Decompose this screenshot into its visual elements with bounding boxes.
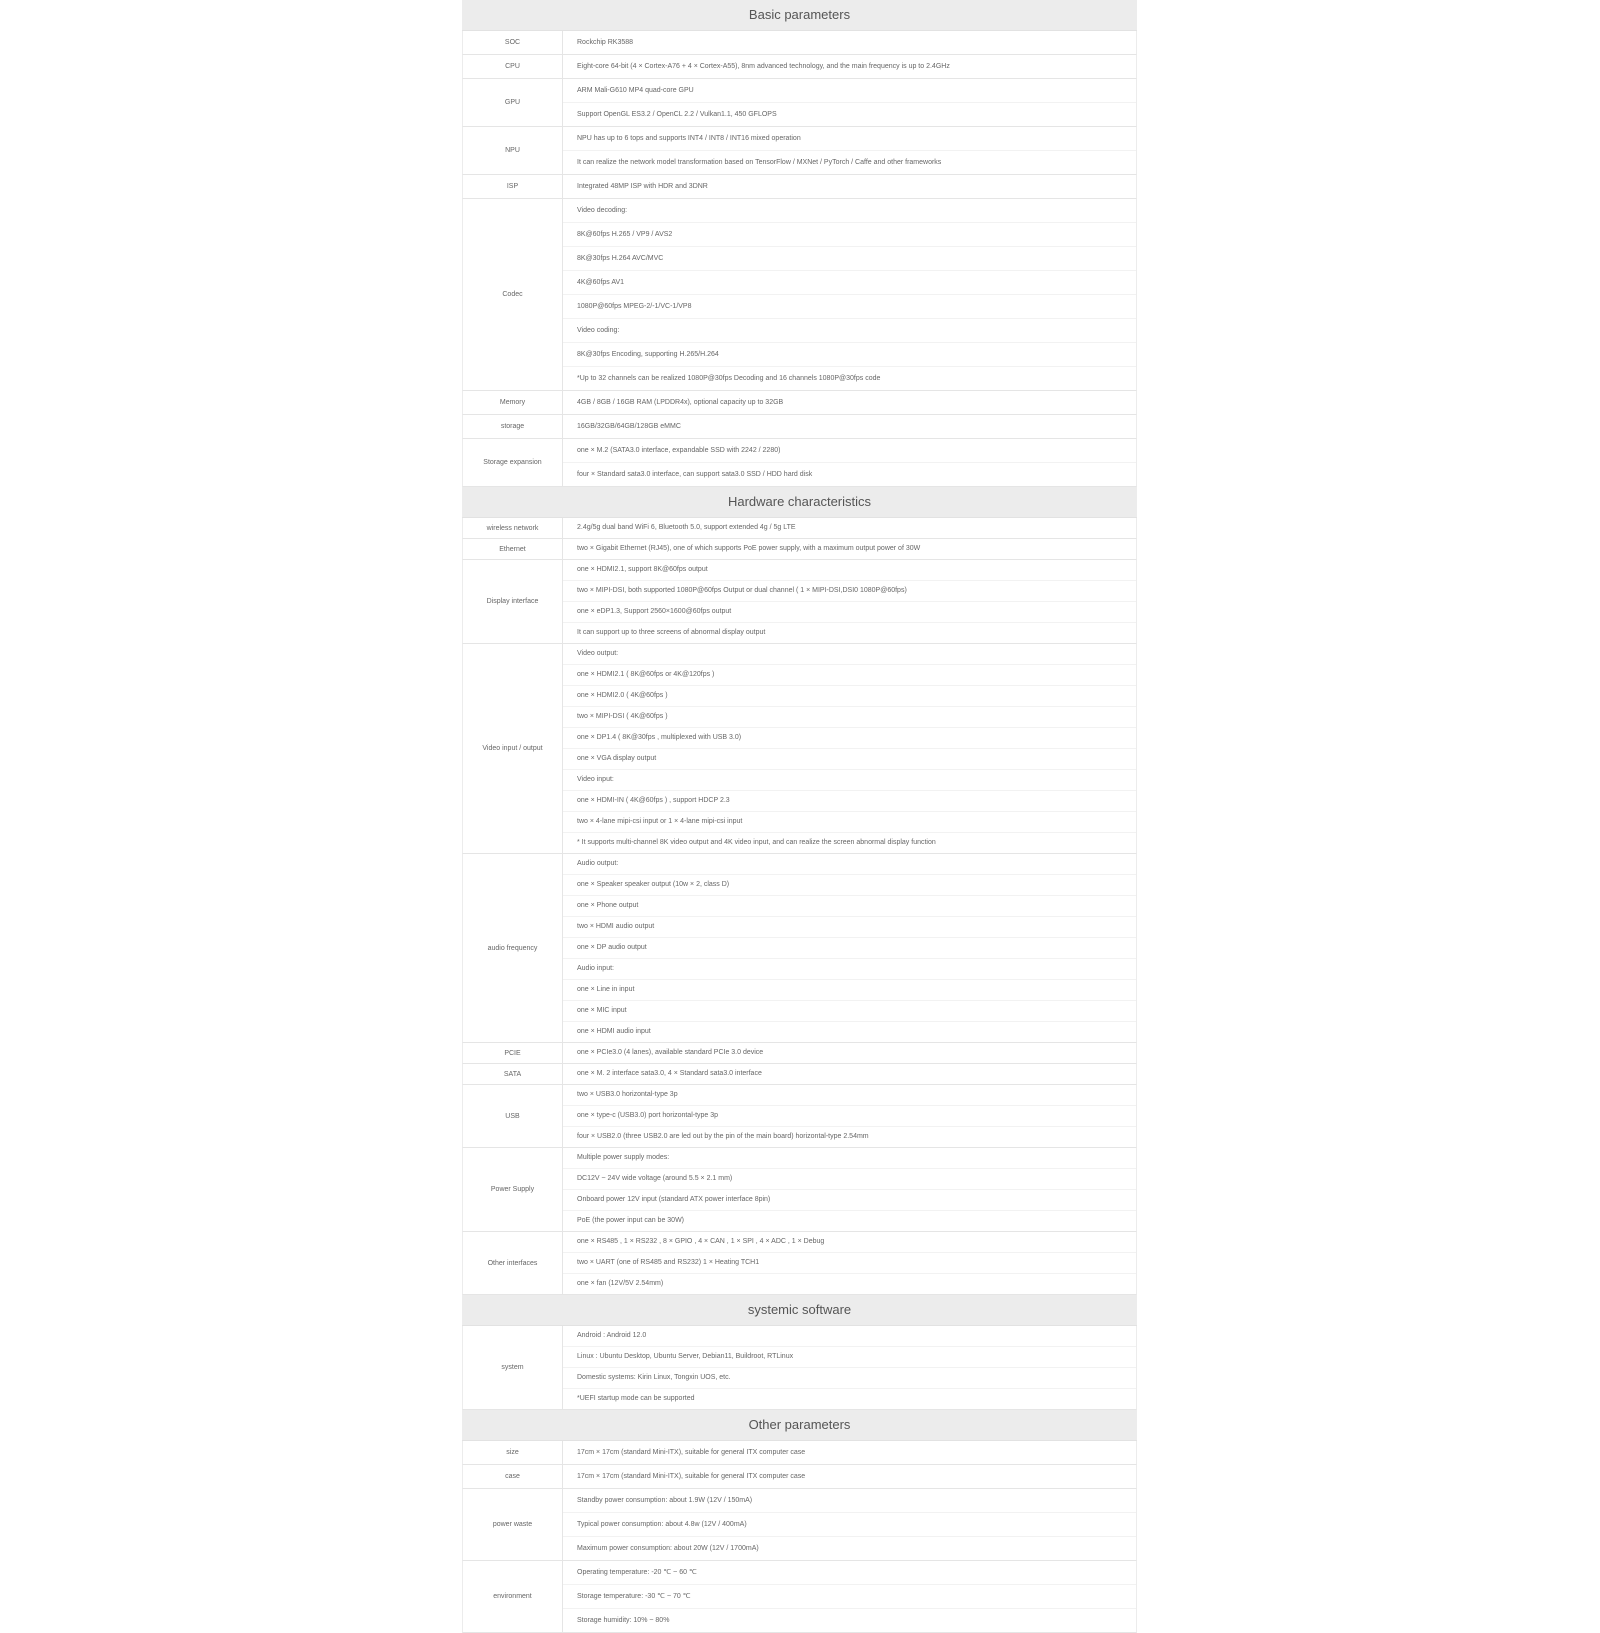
spec-values <box>563 1064 1136 1084</box>
spec-value-line: Linux : Ubuntu Desktop, Ubuntu Server, Debian11, Buildroot, RTLinux <box>563 1347 1136 1368</box>
spec-value-line: one × HDMI2.1, support 8K@60fps output <box>563 560 1136 581</box>
spec-label: power waste <box>463 1489 563 1560</box>
spec-value-line: Audio input: <box>563 959 1136 980</box>
spec-value-line: Typical power consumption: about 4.8w (12V / 400mA) <box>563 1513 1136 1537</box>
spec-row <box>462 55 1137 79</box>
spec-value-line: ARM Mali-G610 MP4 quad-core GPU <box>563 79 1136 103</box>
spec-row <box>462 854 1137 1043</box>
spec-label: PCIE <box>463 1043 563 1063</box>
spec-value-line: four × USB2.0 (three USB2.0 are led out by the pin of the main board) horizontal-type 2.54mm <box>577 1133 869 1140</box>
spec-value-line: one × VGA display output <box>563 749 1136 770</box>
spec-row <box>462 560 1137 644</box>
spec-values <box>563 415 1136 438</box>
spec-value-line: 2.4g/5g dual band WiFi 6, Bluetooth 5.0, support extended 4g / 5g LTE <box>577 524 796 531</box>
spec-value-line: two × MIPI-DSI, both supported 1080P@60fps Output or dual channel ( 1 × MIPI-DSI,DSI0 1080P@60fps) <box>563 581 1136 602</box>
spec-row <box>462 439 1137 487</box>
spec-value-line: 17cm × 17cm (standard Mini-ITX), suitable for general ITX computer case <box>577 1473 806 1480</box>
spec-value-line: Multiple power supply modes: <box>563 1148 1136 1169</box>
spec-row <box>462 79 1137 127</box>
spec-value-line: 1080P@60fps MPEG-2/-1/VC-1/VP8 <box>563 295 1136 319</box>
spec-label: Memory <box>463 391 563 414</box>
spec-row <box>462 539 1137 560</box>
spec-value-line: 16GB/32GB/64GB/128GB eMMC <box>577 423 681 430</box>
spec-value-line: It can realize the network model transformation based on TensorFlow / MXNet / PyTorch / Caffe and other frameworks <box>577 159 942 166</box>
section-title: Other parameters <box>462 1410 1137 1441</box>
spec-value-line: Domestic systems: Kirin Linux, Tongxin UOS, etc. <box>563 1368 1136 1389</box>
spec-value-line: Eight-core 64-bit (4 × Cortex-A76 + 4 × Cortex-A55), 8nm advanced technology, and the main frequency is up to 2.4GHz <box>577 63 950 70</box>
spec-row <box>462 127 1137 175</box>
spec-row <box>462 1085 1137 1148</box>
spec-row <box>462 1148 1137 1232</box>
spec-value-line: Onboard power 12V input (standard ATX power interface 8pin) <box>563 1190 1136 1211</box>
spec-label: Other interfaces <box>463 1232 563 1294</box>
spec-label: environment <box>463 1561 563 1632</box>
spec-value-line: one × HDMI-IN ( 4K@60fps ) , support HDCP 2.3 <box>563 791 1136 812</box>
spec-label: SATA <box>463 1064 563 1084</box>
spec-value-line: one × M. 2 interface sata3.0, 4 × Standard sata3.0 interface <box>577 1070 762 1077</box>
spec-label: system <box>463 1326 563 1409</box>
spec-label: CPU <box>463 55 563 78</box>
spec-value-line: one × Line in input <box>563 980 1136 1001</box>
spec-label: Video input / output <box>463 644 563 853</box>
spec-value-line: Video input: <box>563 770 1136 791</box>
spec-row <box>462 518 1137 539</box>
spec-label: size <box>463 1441 563 1464</box>
spec-value-line: Support OpenGL ES3.2 / OpenCL 2.2 / Vulkan1.1, 450 GFLOPS <box>577 111 777 118</box>
spec-values <box>563 518 1136 538</box>
spec-row <box>462 391 1137 415</box>
spec-label: Ethernet <box>463 539 563 559</box>
spec-label: Storage expansion <box>463 439 563 486</box>
spec-label: Power Supply <box>463 1148 563 1231</box>
spec-value-line: one × DP1.4 ( 8K@30fps , multiplexed with USB 3.0) <box>563 728 1136 749</box>
spec-value-line: one × HDMI2.1 ( 8K@60fps or 4K@120fps ) <box>563 665 1136 686</box>
spec-row <box>462 1489 1137 1561</box>
spec-label: Display interface <box>463 560 563 643</box>
spec-value-line: two × Gigabit Ethernet (RJ45), one of which supports PoE power supply, with a maximum output power of 30W <box>577 545 921 552</box>
spec-value-line: one × Speaker speaker output (10w × 2, class D) <box>563 875 1136 896</box>
spec-value-line: Android : Android 12.0 <box>563 1326 1136 1347</box>
spec-label: audio frequency <box>463 854 563 1042</box>
spec-row <box>462 31 1137 55</box>
section-title: systemic software <box>462 1295 1137 1326</box>
spec-label: USB <box>463 1085 563 1147</box>
spec-label: wireless network <box>463 518 563 538</box>
spec-value-line: Storage humidity: 10% ~ 80% <box>577 1617 670 1624</box>
spec-value-line: It can support up to three screens of abnormal display output <box>577 629 766 636</box>
spec-value-line: one × fan (12V/5V 2.54mm) <box>577 1280 664 1287</box>
spec-values <box>563 175 1136 198</box>
spec-row <box>462 175 1137 199</box>
spec-table <box>462 0 1137 1633</box>
spec-value-line: 8K@60fps H.265 / VP9 / AVS2 <box>563 223 1136 247</box>
spec-row <box>462 1561 1137 1633</box>
spec-values <box>563 439 1136 486</box>
spec-values <box>563 1148 1136 1231</box>
spec-row <box>462 199 1137 391</box>
spec-row <box>462 644 1137 854</box>
spec-row <box>462 1232 1137 1295</box>
spec-values <box>563 1489 1136 1560</box>
spec-values <box>563 539 1136 559</box>
spec-value-line: *Up to 32 channels can be realized 1080P@30fps Decoding and 16 channels 1080P@30fps code <box>577 375 881 382</box>
spec-row <box>462 1043 1137 1064</box>
section-title: Basic parameters <box>462 0 1137 31</box>
spec-value-line: one × HDMI2.0 ( 4K@60fps ) <box>563 686 1136 707</box>
spec-label: storage <box>463 415 563 438</box>
spec-values <box>563 560 1136 643</box>
spec-value-line: 4GB / 8GB / 16GB RAM (LPDDR4x), optional capacity up to 32GB <box>577 399 784 406</box>
spec-value-line: four × Standard sata3.0 interface, can support sata3.0 SSD / HDD hard disk <box>577 471 813 478</box>
spec-values <box>563 1232 1136 1294</box>
spec-value-line: 17cm × 17cm (standard Mini-ITX), suitable for general ITX computer case <box>577 1449 806 1456</box>
spec-row <box>462 1441 1137 1465</box>
spec-value-line: one × eDP1.3, Support 2560×1600@60fps output <box>563 602 1136 623</box>
spec-value-line: Video coding: <box>563 319 1136 343</box>
spec-value-line: * It supports multi-channel 8K video output and 4K video input, and can realize the screen abnormal display function <box>577 839 936 846</box>
spec-value-line: Video output: <box>563 644 1136 665</box>
spec-value-line: 8K@30fps Encoding, supporting H.265/H.264 <box>563 343 1136 367</box>
spec-value-line: one × PCIe3.0 (4 lanes), available standard PCIe 3.0 device <box>577 1049 764 1056</box>
spec-row <box>462 415 1137 439</box>
spec-value-line: 4K@60fps AV1 <box>563 271 1136 295</box>
spec-value-line: one × HDMI audio input <box>577 1028 651 1035</box>
spec-values <box>563 31 1136 54</box>
spec-values <box>563 854 1136 1042</box>
spec-value-line: Rockchip RK3588 <box>577 39 634 46</box>
spec-value-line: 8K@30fps H.264 AVC/MVC <box>563 247 1136 271</box>
spec-label: ISP <box>463 175 563 198</box>
spec-value-line: two × USB3.0 horizontal-type 3p <box>563 1085 1136 1106</box>
spec-value-line: one × type-c (USB3.0) port horizontal-type 3p <box>563 1106 1136 1127</box>
spec-value-line: DC12V ~ 24V wide voltage (around 5.5 × 2.1 mm) <box>563 1169 1136 1190</box>
spec-value-line: Integrated 48MP ISP with HDR and 3DNR <box>577 183 708 190</box>
spec-value-line: *UEFI startup mode can be supported <box>577 1395 695 1402</box>
spec-label: Codec <box>463 199 563 390</box>
spec-values <box>563 55 1136 78</box>
spec-values <box>563 391 1136 414</box>
spec-value-line: Maximum power consumption: about 20W (12V / 1700mA) <box>577 1545 759 1552</box>
spec-values <box>563 1441 1136 1464</box>
spec-value-line: Video decoding: <box>563 199 1136 223</box>
spec-row <box>462 1326 1137 1410</box>
spec-values <box>563 1465 1136 1488</box>
spec-values <box>563 1043 1136 1063</box>
spec-value-line: Operating temperature: -20 ℃ ~ 60 ℃ <box>563 1561 1136 1585</box>
spec-values <box>563 644 1136 853</box>
spec-label: NPU <box>463 127 563 174</box>
spec-value-line: PoE (the power input can be 30W) <box>577 1217 685 1224</box>
spec-values <box>563 199 1136 390</box>
section-title: Hardware characteristics <box>462 487 1137 518</box>
spec-values <box>563 127 1136 174</box>
spec-value-line: two × 4-lane mipi-csi input or 1 × 4-lane mipi-csi input <box>563 812 1136 833</box>
spec-value-line: Audio output: <box>563 854 1136 875</box>
spec-value-line: Storage temperature: -30 ℃ ~ 70 ℃ <box>563 1585 1136 1609</box>
spec-values <box>563 1561 1136 1632</box>
spec-value-line: two × MIPI-DSI ( 4K@60fps ) <box>563 707 1136 728</box>
spec-label: GPU <box>463 79 563 126</box>
spec-row <box>462 1465 1137 1489</box>
spec-label: case <box>463 1465 563 1488</box>
spec-value-line: two × HDMI audio output <box>563 917 1136 938</box>
spec-label: SOC <box>463 31 563 54</box>
spec-value-line: Standby power consumption: about 1.9W (12V / 150mA) <box>563 1489 1136 1513</box>
spec-value-line: one × MIC input <box>563 1001 1136 1022</box>
spec-values <box>563 1326 1136 1409</box>
spec-value-line: one × RS485 , 1 × RS232 , 8 × GPIO , 4 × CAN , 1 × SPI , 4 × ADC , 1 × Debug <box>563 1232 1136 1253</box>
spec-value-line: one × Phone output <box>563 896 1136 917</box>
spec-value-line: NPU has up to 6 tops and supports INT4 / INT8 / INT16 mixed operation <box>563 127 1136 151</box>
spec-values <box>563 1085 1136 1147</box>
spec-values <box>563 79 1136 126</box>
spec-value-line: one × DP audio output <box>563 938 1136 959</box>
spec-value-line: one × M.2 (SATA3.0 interface, expandable SSD with 2242 / 2280) <box>563 439 1136 463</box>
spec-value-line: two × UART (one of RS485 and RS232) 1 × Heating TCH1 <box>563 1253 1136 1274</box>
spec-row <box>462 1064 1137 1085</box>
